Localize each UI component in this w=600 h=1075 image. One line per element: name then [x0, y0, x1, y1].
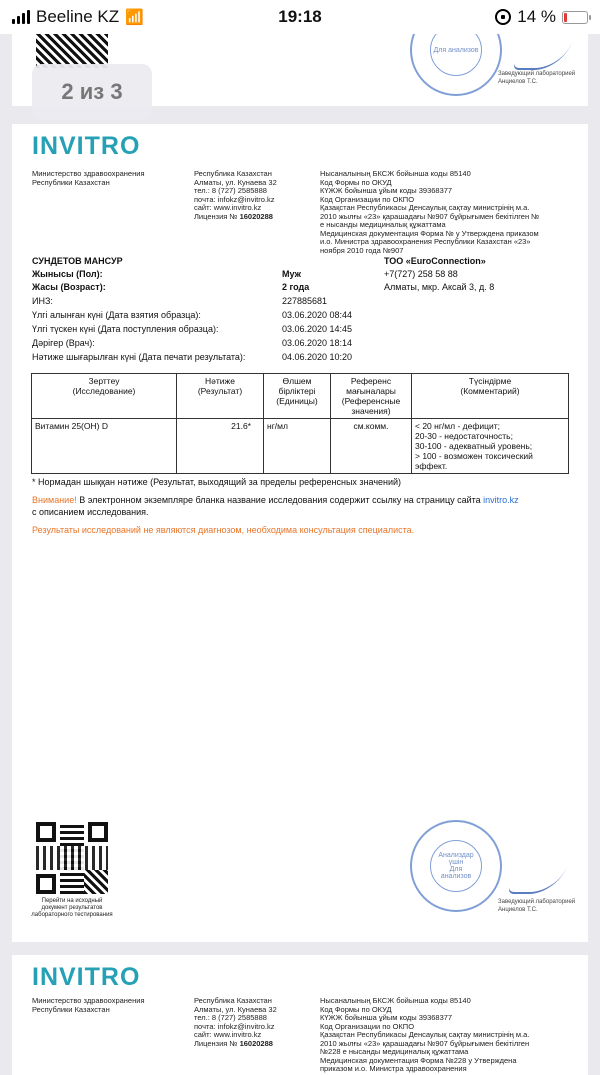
lab-stamp-text: Анализдар үшін Для анализов	[430, 840, 482, 892]
attention-label: Внимание!	[32, 495, 77, 505]
printed-value: 04.06.2020 10:20	[282, 352, 353, 362]
age-value	[282, 282, 309, 292]
battery-area	[495, 7, 588, 27]
col-test: Зерттеу (Исследование)	[32, 374, 177, 419]
license-number: 16020288	[239, 211, 273, 221]
clinic-name	[384, 256, 486, 266]
sample-taken-label: Үлгі алынған күні (Дата взятия образца):	[32, 310, 201, 320]
disclaimer: Результаты исследований не являются диагнозом, необходима консультация специалиста.	[32, 525, 415, 535]
license-label: Лицензия №	[194, 211, 238, 221]
sample-received-value: 03.06.2020 14:45	[282, 324, 353, 334]
orientation-lock-icon	[495, 9, 511, 25]
license-number: 16020288	[239, 1038, 273, 1048]
document-page	[12, 124, 588, 942]
patient-name-text: СУНДЕТОВ МАНСУР	[32, 256, 123, 266]
license-line	[194, 213, 277, 222]
wifi-icon: 📶	[125, 9, 144, 26]
col-units: Өлшем бірліктері (Единицы)	[264, 374, 331, 419]
sex-value	[282, 269, 301, 279]
invitro-logo: INVITRO	[32, 132, 141, 160]
license-label: Лицензия №	[194, 1038, 238, 1048]
lab-address	[194, 170, 277, 221]
clinic-phone: +7(727) 258 58 88	[384, 269, 458, 279]
doctor-value: 03.06.2020 18:14	[282, 338, 353, 348]
test-name[interactable]: Витамин 25(OH) D	[32, 419, 177, 474]
stamp-text: Для анализов	[430, 24, 482, 76]
test-result: 21.6*	[177, 419, 264, 474]
form-info: Нысаналының БКСЖ бойынша коды 85140 Код Формы по ОКУД КҮЖЖ бойынша ұйым коды 39368377 Код Организации по ОКПО Қазақстан Республикасы Денсаулық сақтау министрінің м.а. 2010 жылғы «23» қарашадағы №907 бұйрығымен бекітілген №228 е нысанды медициналық құжаттама Медицинская документация Форма №228 у Утверждена приказом и.о. Министра здравоохранения	[320, 996, 530, 1073]
invitro-link[interactable]: invitro.kz	[483, 495, 519, 505]
ministry-text: Министерство здравоохранения Республики Казахстан	[32, 169, 145, 187]
attention-note	[32, 494, 572, 518]
out-of-range-note: * Нормадан шыққан нәтиже (Результат, выходящий за пределы референсных значений)	[32, 477, 402, 487]
table-row	[32, 419, 569, 474]
printed-label: Нәтиже шығарылған күні (Дата печати результата):	[32, 352, 246, 362]
lab-address	[194, 997, 277, 1048]
signer-caption: Заведующий лабораторией Анциелов Т.С.	[498, 899, 576, 913]
next-page-sheet	[12, 955, 588, 1075]
lab-stamp	[410, 820, 502, 912]
table-header-row	[32, 374, 569, 419]
signature	[507, 866, 567, 894]
clinic-address: Алматы, мкр. Аксай 3, д. 8	[384, 282, 495, 292]
patient-name	[32, 256, 123, 266]
age-label-text: Жасы (Возраст):	[32, 282, 106, 292]
sex-value-text: Муж	[282, 269, 301, 279]
inz-value: 227885681	[282, 296, 328, 306]
signer-caption: Заведующий лабораторией Анциелов Т.С.	[498, 71, 576, 85]
attention-tail: с описанием исследования.	[32, 507, 149, 517]
page-counter: 2 из 3	[32, 64, 152, 120]
attention-text: В электронном экземпляре бланка название исследования содержит ссылку на страницу сайта	[76, 495, 484, 505]
clock: 19:18	[278, 7, 322, 26]
col-reference: Референс мағыналары (Референсные значения)	[331, 374, 412, 419]
qr-code	[36, 34, 108, 68]
test-reference: см.комм.	[331, 419, 412, 474]
carrier-name: Beeline KZ	[36, 7, 120, 26]
test-units: нг/мл	[264, 419, 331, 474]
sex-label-text: Жынысы (Пол):	[32, 269, 103, 279]
battery-percent: 14 %	[517, 7, 556, 26]
footer-qr-code[interactable]	[36, 822, 108, 894]
status-bar	[0, 0, 600, 34]
battery-icon	[562, 11, 588, 24]
results-table	[31, 373, 569, 474]
qr-caption: Перейти на исходный документ результатов лабораторного тестирования	[31, 898, 113, 918]
clinic-name-text: ТОО «EuroConnection»	[384, 256, 486, 266]
sex-label	[32, 269, 103, 279]
col-result: Нәтиже (Результат)	[177, 374, 264, 419]
invitro-logo: INVITRO	[32, 963, 141, 991]
sample-received-label: Үлгі түскен күні (Дата поступления образца):	[32, 324, 219, 334]
test-comment: < 20 нг/мл - дефицит; 20-30 - недостаточность; 30-100 - адекватный уровень; > 100 - возможен токсический эффект.	[412, 419, 569, 474]
ministry-text: Министерство здравоохранения Республики Казахстан	[32, 996, 145, 1014]
age-label	[32, 282, 106, 292]
doctor-label: Дәрігер (Врач):	[32, 338, 95, 348]
sample-taken-value: 03.06.2020 08:44	[282, 310, 353, 320]
col-comment: Түсіндірме (Комментарий)	[412, 374, 569, 419]
form-info: Нысаналының БКСЖ бойынша коды 85140 Код Формы по ОКУД КҮЖЖ бойынша ұйым коды 39368377 Код Организации по ОКПО Қазақстан Республикасы Денсаулық сақтау министрінің м.а. 2010 жылғы «23» қарашадағы №907 бұйрығымен бекітілген № е нысанды медициналық құжаттама Медицинская документация Форма № у Утверждена приказом и.о. Министра здравоохранения Республики Казахстан «23» ноября 2010 года №907	[320, 169, 540, 255]
license-line	[194, 1040, 277, 1049]
address-lines: Республика Казахстан Алматы, ул. Кунаева 32 тел.: 8 (727) 2585888 почта: infokz@invitro.kz сайт: www.invitro.kz	[194, 996, 277, 1039]
age-value-text: 2 года	[282, 282, 310, 292]
address-lines: Республика Казахстан Алматы, ул. Кунаева 32 тел.: 8 (727) 2585888 почта: infokz@invitro.kz сайт: www.invitro.kz	[194, 169, 277, 212]
inz-label: ИНЗ:	[32, 296, 53, 306]
signature	[512, 42, 572, 70]
